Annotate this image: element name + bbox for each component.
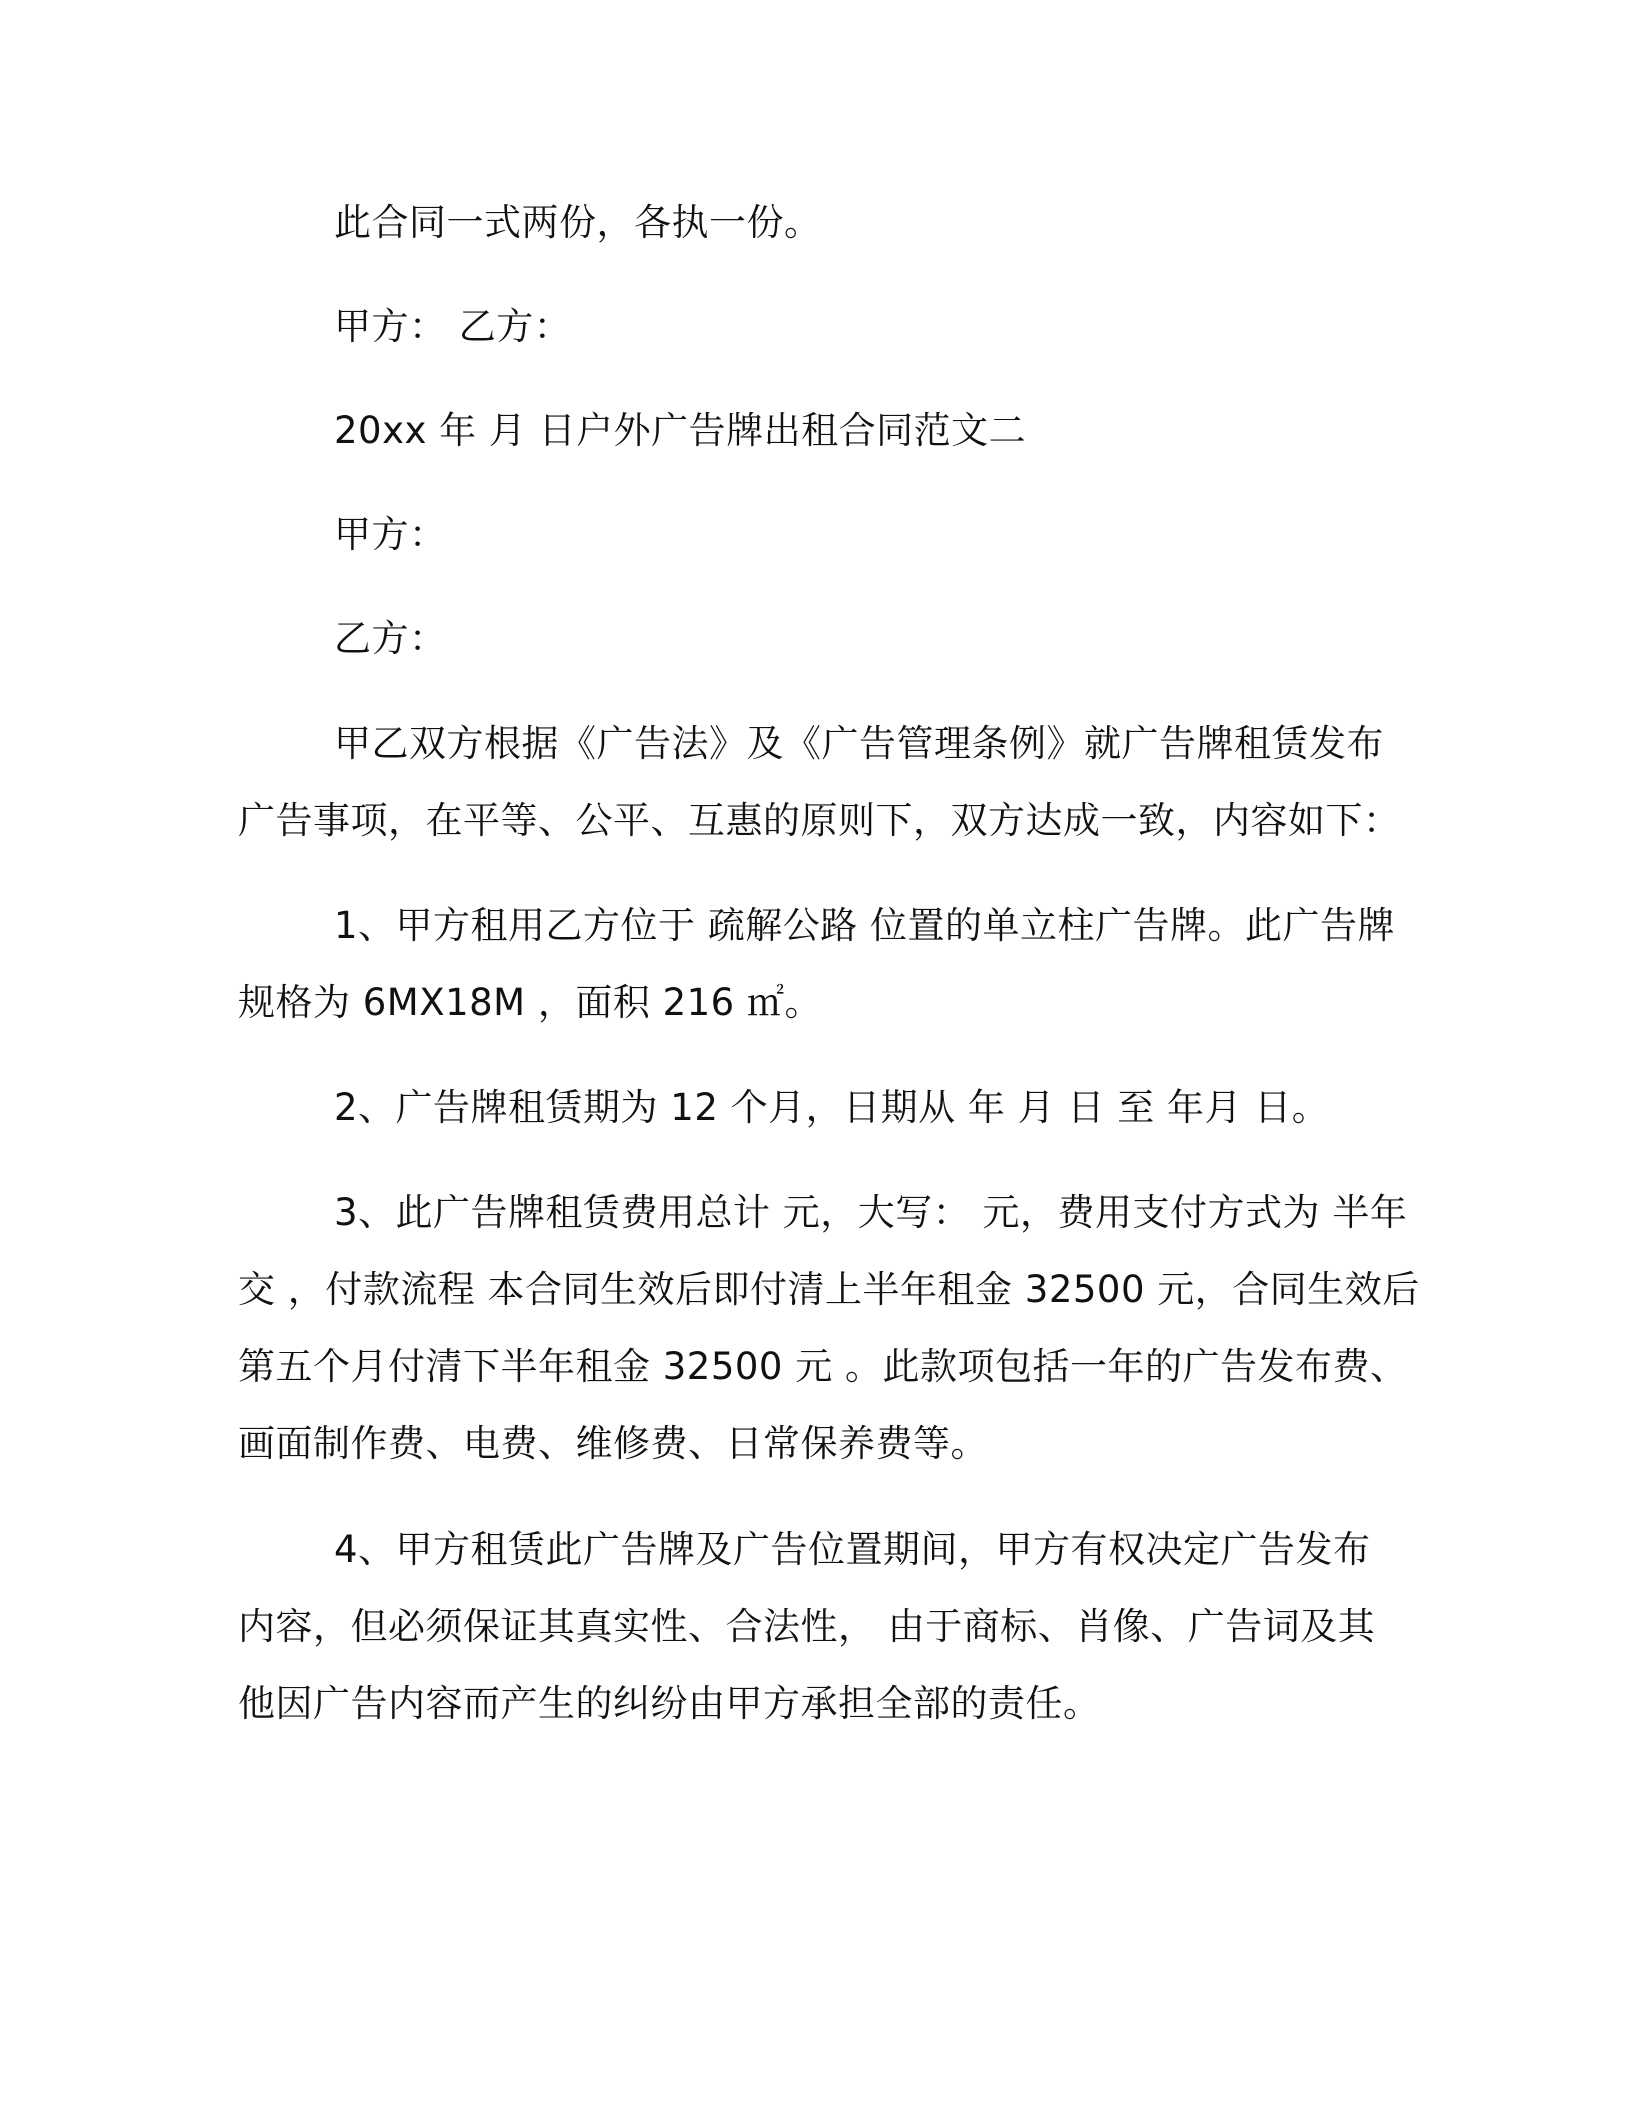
- text-line: 1、甲方租用乙方位于 疏解公路 位置的单立柱广告牌。此广告牌: [334, 904, 1396, 947]
- paragraph-party-b: [238, 600, 1388, 677]
- text-line: 广告事项，在平等、公平、互惠的原则下，双方达成一致，内容如下：: [238, 799, 1401, 842]
- text-line: 甲方： 乙方：: [334, 305, 572, 348]
- paragraph-heading: [238, 392, 1388, 469]
- paragraph-preamble: [238, 705, 1401, 859]
- paragraph-clause-3: [238, 1174, 1420, 1482]
- text-line: 乙方：: [334, 617, 447, 660]
- text-line: 甲乙双方根据《广告法》及《广告管理条例》就广告牌租赁发布: [334, 722, 1384, 765]
- paragraph-party-a: [238, 496, 1388, 573]
- text-line: 此合同一式两份，各执一份。: [334, 201, 822, 244]
- text-line: 甲方：: [334, 513, 447, 556]
- paragraph-clause-1: [238, 887, 1396, 1041]
- text-line: 4、甲方租赁此广告牌及广告位置期间，甲方有权决定广告发布: [334, 1528, 1371, 1571]
- text-line: 交 ，付款流程 本合同生效后即付清上半年租金 32500 元，合同生效后: [238, 1268, 1420, 1311]
- text-line: 他因广告内容而产生的纠纷由甲方承担全部的责任。: [238, 1682, 1101, 1725]
- paragraph-clause-4: [238, 1511, 1388, 1742]
- document-body: [238, 184, 1420, 1742]
- paragraph-copies: [238, 184, 1388, 261]
- text-line: 规格为 6MX18M ，面积 216 ㎡。: [238, 981, 822, 1024]
- text-line: 第五个月付清下半年租金 32500 元 。此款项包括一年的广告发布费、: [238, 1345, 1408, 1388]
- text-line: 内容，但必须保证其真实性、合法性， 由于商标、肖像、广告词及其: [238, 1605, 1376, 1648]
- text-line: 2、广告牌租赁期为 12 个月，日期从 年 月 日 至 年月 日。: [334, 1086, 1330, 1129]
- document-heading: 20xx 年 月 日户外广告牌出租合同范文二: [334, 409, 1027, 452]
- text-line: 3、此广告牌租赁费用总计 元，大写： 元，费用支付方式为 半年: [334, 1191, 1408, 1234]
- paragraph-parties-signature: [238, 288, 1388, 365]
- text-line: 画面制作费、电费、维修费、日常保养费等。: [238, 1422, 988, 1465]
- paragraph-clause-2: [238, 1069, 1388, 1146]
